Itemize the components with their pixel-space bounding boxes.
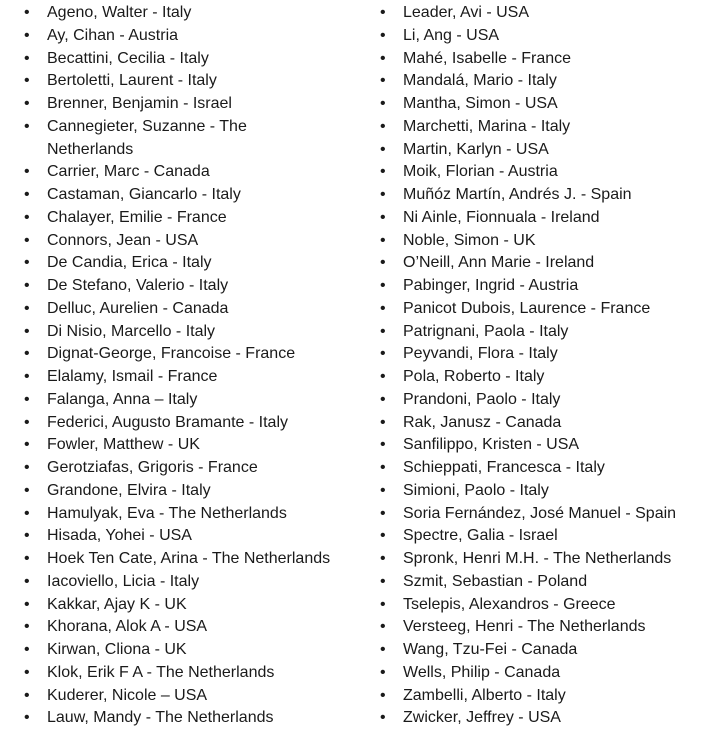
list-item: [0, 662, 356, 685]
bullet-icon: •: [380, 163, 386, 181]
bullet-icon: •: [24, 527, 30, 545]
attendee-name: Versteeg, Henri - The Netherlands: [403, 618, 646, 636]
list-item: [356, 639, 717, 662]
bullet-icon: •: [380, 572, 386, 590]
attendee-name: Gerotziafas, Grigoris - France: [47, 459, 258, 476]
list-item: [0, 707, 356, 730]
attendee-name: Mantha, Simon - USA: [403, 95, 558, 112]
list-item: [356, 616, 717, 639]
attendee-name: Khorana, Alok A - USA: [47, 618, 208, 636]
attendee-list-left: [0, 2, 356, 730]
bullet-icon: •: [380, 277, 386, 294]
bullet-icon: •: [380, 26, 386, 44]
list-item: [0, 25, 356, 48]
attendee-name: Klok, Erik F A - The Netherlands: [47, 663, 275, 681]
attendee-name: Schieppati, Francesca - Italy: [403, 459, 605, 476]
attendee-name: Grandone, Elvira - Italy: [47, 481, 211, 499]
attendee-name: Martin, Karlyn - USA: [403, 140, 549, 158]
list-item: [356, 48, 717, 71]
bullet-icon: •: [380, 595, 386, 613]
list-item: [0, 525, 356, 548]
attendee-name: Spronk, Henri M.H. - The Netherlands: [403, 550, 672, 567]
bullet-icon: •: [24, 618, 30, 636]
attendee-name: Sanfilippo, Kristen - USA: [403, 436, 580, 454]
bullet-icon: •: [380, 504, 386, 522]
bullet-icon: •: [24, 504, 30, 522]
attendee-name: Rak, Janusz - Canada: [403, 413, 562, 431]
bullet-icon: •: [380, 641, 386, 658]
list-item: [0, 548, 356, 571]
attendee-name: Falanga, Anna – Italy: [47, 390, 198, 408]
list-item: [0, 503, 356, 526]
attendee-name: Connors, Jean - USA: [47, 231, 199, 249]
list-item: [0, 252, 356, 275]
attendee-name: Pabinger, Ingrid - Austria: [403, 277, 579, 294]
attendee-name: Leader, Avi - USA: [403, 4, 529, 21]
list-item: [356, 161, 717, 184]
attendee-name: Cannegieter, Suzanne - The Netherlands: [47, 117, 247, 158]
list-item: [356, 207, 717, 230]
attendee-name: Patrignani, Paola - Italy: [403, 322, 569, 340]
attendee-name: Hisada, Yohei - USA: [47, 527, 192, 545]
list-item: [356, 70, 717, 93]
attendee-name: Simioni, Paolo - Italy: [403, 481, 549, 499]
bullet-icon: •: [380, 413, 386, 431]
list-item: [356, 434, 717, 457]
attendee-name: Di Nisio, Marcello - Italy: [47, 322, 216, 340]
list-item: [0, 480, 356, 503]
attendee-name: Ageno, Walter - Italy: [47, 4, 192, 21]
attendee-name: Brenner, Benjamin - Israel: [47, 95, 232, 112]
list-item: [0, 184, 356, 207]
list-item: [356, 525, 717, 548]
bullet-icon: •: [380, 459, 386, 476]
bullet-icon: •: [380, 436, 386, 454]
list-item: [356, 184, 717, 207]
bullet-icon: •: [24, 550, 30, 567]
attendee-column-right: [356, 2, 717, 736]
list-item: [356, 321, 717, 344]
bullet-icon: •: [24, 436, 30, 454]
list-item: [0, 48, 356, 71]
bullet-icon: •: [380, 345, 386, 363]
list-item: [0, 434, 356, 457]
attendee-name: Becattini, Cecilia - Italy: [47, 49, 209, 67]
attendee-name: Li, Ang - USA: [403, 26, 500, 44]
bullet-icon: •: [24, 709, 30, 727]
attendee-name: Muñóz Martín, Andrés J. - Spain: [403, 186, 632, 203]
list-item: [0, 161, 356, 184]
bullet-icon: •: [24, 186, 30, 203]
list-item: [356, 548, 717, 571]
list-item: [356, 139, 717, 162]
attendee-name: Mahé, Isabelle - France: [403, 49, 572, 67]
list-item: [0, 389, 356, 412]
attendee-name: Wang, Tzu-Fei - Canada: [403, 641, 578, 658]
attendee-name: Szmit, Sebastian - Poland: [403, 572, 588, 590]
attendee-name: Dignat-George, Francoise - France: [47, 345, 296, 363]
list-item: [356, 685, 717, 708]
attendee-list-right: [356, 2, 717, 730]
list-item: [0, 457, 356, 480]
list-item: [0, 594, 356, 617]
bullet-icon: •: [24, 95, 30, 112]
attendee-name: Carrier, Marc - Canada: [47, 163, 210, 181]
bullet-icon: •: [24, 641, 30, 658]
attendee-name: Ay, Cihan - Austria: [47, 26, 179, 44]
attendee-name: De Stefano, Valerio - Italy: [47, 277, 229, 294]
bullet-icon: •: [380, 390, 386, 408]
attendee-name: Moik, Florian - Austria: [403, 163, 558, 181]
list-item: [356, 2, 717, 25]
attendee-name: Chalayer, Emilie - France: [47, 208, 227, 226]
bullet-icon: •: [24, 322, 30, 340]
bullet-icon: •: [380, 186, 386, 203]
bullet-icon: •: [24, 26, 30, 44]
attendee-name: Spectre, Galia - Israel: [403, 527, 558, 545]
attendee-name: Panicot Dubois, Laurence - France: [403, 299, 651, 317]
attendee-column-left: [0, 2, 356, 736]
attendee-name: Fowler, Matthew - UK: [47, 436, 200, 454]
list-item: [356, 389, 717, 412]
bullet-icon: •: [24, 481, 30, 499]
attendee-name: Zambelli, Alberto - Italy: [403, 686, 566, 704]
bullet-icon: •: [24, 254, 30, 272]
bullet-icon: •: [380, 254, 386, 272]
attendee-name: Tselepis, Alexandros - Greece: [403, 595, 616, 613]
bullet-icon: •: [380, 368, 386, 385]
bullet-icon: •: [380, 49, 386, 67]
bullet-icon: •: [380, 686, 386, 704]
attendee-name: Lauw, Mandy - The Netherlands: [47, 709, 274, 727]
attendee-name: Wells, Philip - Canada: [403, 663, 561, 681]
list-item: [356, 412, 717, 435]
bullet-icon: •: [380, 299, 386, 317]
bullet-icon: •: [24, 231, 30, 249]
bullet-icon: •: [24, 572, 30, 590]
list-item: [356, 343, 717, 366]
attendee-name: Kuderer, Nicole – USA: [47, 686, 208, 704]
list-item: [356, 662, 717, 685]
attendee-name: Elalamy, Ismail - France: [47, 368, 218, 385]
list-item: [0, 412, 356, 435]
attendee-name: Hamulyak, Eva - The Netherlands: [47, 504, 287, 522]
bullet-icon: •: [24, 368, 30, 385]
list-item: [356, 116, 717, 139]
list-item: [0, 685, 356, 708]
bullet-icon: •: [24, 299, 30, 317]
bullet-icon: •: [380, 231, 386, 249]
bullet-icon: •: [380, 95, 386, 112]
list-item: [0, 321, 356, 344]
attendee-name: Soria Fernández, José Manuel - Spain: [403, 504, 677, 522]
attendee-name: Kakkar, Ajay K - UK: [47, 595, 187, 613]
list-item: [356, 594, 717, 617]
list-item: [356, 230, 717, 253]
attendee-name: Pola, Roberto - Italy: [403, 368, 545, 385]
bullet-icon: •: [24, 413, 30, 431]
bullet-icon: •: [380, 322, 386, 340]
attendee-name: Mandalá, Mario - Italy: [403, 72, 557, 90]
bullet-icon: •: [380, 481, 386, 499]
bullet-icon: •: [380, 208, 386, 226]
bullet-icon: •: [24, 163, 30, 181]
list-item: [356, 571, 717, 594]
bullet-icon: •: [24, 345, 30, 363]
list-item: [356, 252, 717, 275]
attendee-name: De Candia, Erica - Italy: [47, 254, 212, 272]
bullet-icon: •: [24, 595, 30, 613]
bullet-icon: •: [24, 72, 30, 90]
list-item: [356, 298, 717, 321]
bullet-icon: •: [24, 459, 30, 476]
list-item: [0, 343, 356, 366]
attendee-name: Noble, Simon - UK: [403, 231, 536, 249]
attendee-name: Delluc, Aurelien - Canada: [47, 299, 229, 317]
list-item: [356, 503, 717, 526]
bullet-icon: •: [24, 390, 30, 408]
attendee-name: O’Neill, Ann Marie - Ireland: [403, 254, 595, 272]
list-item: [356, 457, 717, 480]
attendee-name: Marchetti, Marina - Italy: [403, 117, 571, 135]
bullet-icon: •: [24, 686, 30, 704]
attendee-name: Castaman, Giancarlo - Italy: [47, 186, 241, 203]
bullet-icon: •: [380, 4, 386, 21]
list-item: [0, 70, 356, 93]
attendee-name: Peyvandi, Flora - Italy: [403, 345, 558, 363]
list-item: [356, 93, 717, 116]
attendee-name: Prandoni, Paolo - Italy: [403, 390, 561, 408]
attendee-name: Bertoletti, Laurent - Italy: [47, 72, 217, 90]
bullet-icon: •: [380, 527, 386, 545]
bullet-icon: •: [380, 618, 386, 636]
bullet-icon: •: [24, 208, 30, 226]
list-item: [0, 275, 356, 298]
list-item: [356, 707, 717, 730]
bullet-icon: •: [24, 4, 30, 21]
bullet-icon: •: [380, 550, 386, 567]
attendee-name: Ni Ainle, Fionnuala - Ireland: [403, 208, 600, 226]
bullet-icon: •: [380, 117, 386, 135]
list-item: [0, 116, 356, 162]
bullet-icon: •: [24, 277, 30, 294]
bullet-icon: •: [24, 49, 30, 67]
attendee-name: Kirwan, Cliona - UK: [47, 641, 187, 658]
bullet-icon: •: [24, 117, 30, 135]
list-item: [0, 298, 356, 321]
bullet-icon: •: [380, 663, 386, 681]
list-item: [356, 275, 717, 298]
bullet-icon: •: [380, 72, 386, 90]
attendee-name: Iacoviello, Licia - Italy: [47, 572, 200, 590]
list-item: [0, 2, 356, 25]
bullet-icon: •: [24, 663, 30, 681]
attendee-name: Federici, Augusto Bramante - Italy: [47, 413, 288, 431]
list-item: [356, 366, 717, 389]
list-item: [356, 25, 717, 48]
attendee-name: Zwicker, Jeffrey - USA: [403, 709, 561, 727]
bullet-icon: •: [380, 140, 386, 158]
list-item: [0, 616, 356, 639]
bullet-icon: •: [380, 709, 386, 727]
list-item: [0, 571, 356, 594]
list-item: [0, 230, 356, 253]
list-item: [0, 207, 356, 230]
attendee-name: Hoek Ten Cate, Arina - The Netherlands: [47, 550, 331, 567]
list-item: [0, 93, 356, 116]
list-item: [356, 480, 717, 503]
list-item: [0, 639, 356, 662]
list-item: [0, 366, 356, 389]
